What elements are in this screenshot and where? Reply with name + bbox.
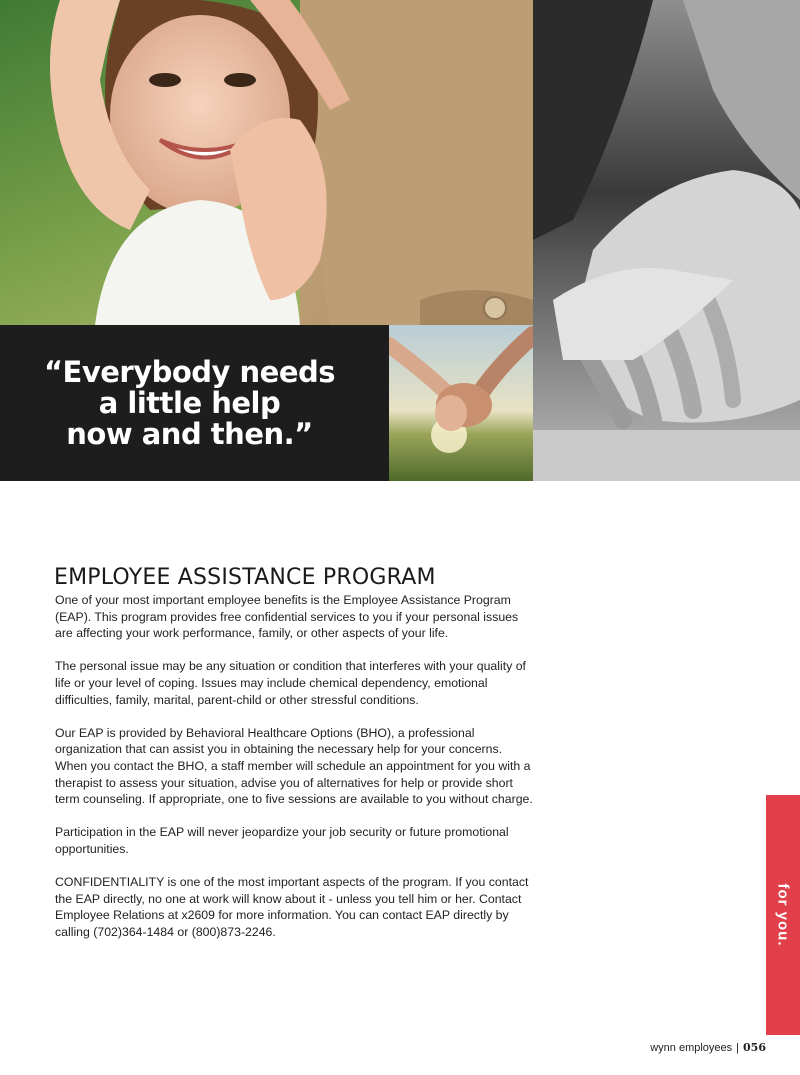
footer-label: wynn employees bbox=[650, 1042, 733, 1054]
paragraph-provider: Our EAP is provided by Behavioral Healthcare Options (BHO), a professional organization that can assist you in obtaining the necessary help for your concerns. When you contact the BHO, a staff member will schedule an appointment for you with a therapist to assess your situation, advise you of alternatives for help or provide short term counseling. If appropriate, one to five sessions are available to you without charge. bbox=[55, 725, 533, 807]
photo-stacked-hands bbox=[533, 0, 800, 481]
paragraph-intro: One of your most important employee benefits is the Employee Assistance Program (EAP). This program provides free confidential services to you if your personal issues are affecting your work performance, family, or other aspects of your life. bbox=[55, 593, 519, 641]
section-title: EMPLOYEE ASSISTANCE PROGRAM bbox=[54, 565, 436, 590]
page-number: 056 bbox=[743, 1041, 766, 1054]
side-tab-label: for you. bbox=[774, 883, 792, 947]
paragraph-participation: Participation in the EAP will never jeopardize your job security or future promotional opportunities. bbox=[55, 825, 509, 856]
quote-line-3: now and then.” bbox=[66, 416, 313, 451]
page-footer bbox=[650, 1041, 766, 1054]
paragraph-personal-issue: The personal issue may be any situation or condition that interferes with your quality of life or your level of coping. Issues may include chemical dependency, emotional difficulties, family, marital, parent-child or other stressful conditions. bbox=[55, 659, 526, 707]
paragraph-confidentiality: CONFIDENTIALITY is one of the most important aspects of the program. If you contact the EAP directly, no one at work will know about it - unless you tell him or her. Contact Employee Relations at x2609 for more information. You can contact EAP directly by calling (702)364-1484 or (800)873-2246. bbox=[55, 875, 529, 939]
pull-quote bbox=[25, 354, 355, 451]
footer-separator: | bbox=[736, 1042, 740, 1054]
side-tab bbox=[766, 795, 800, 1035]
photo-smiling-child bbox=[0, 0, 533, 325]
quote-line-2: a little help bbox=[98, 385, 281, 420]
quote-line-1: “Everybody needs bbox=[43, 354, 336, 389]
body-copy bbox=[55, 592, 535, 957]
photo-holding-hands bbox=[389, 325, 533, 481]
quote-panel bbox=[0, 325, 389, 481]
